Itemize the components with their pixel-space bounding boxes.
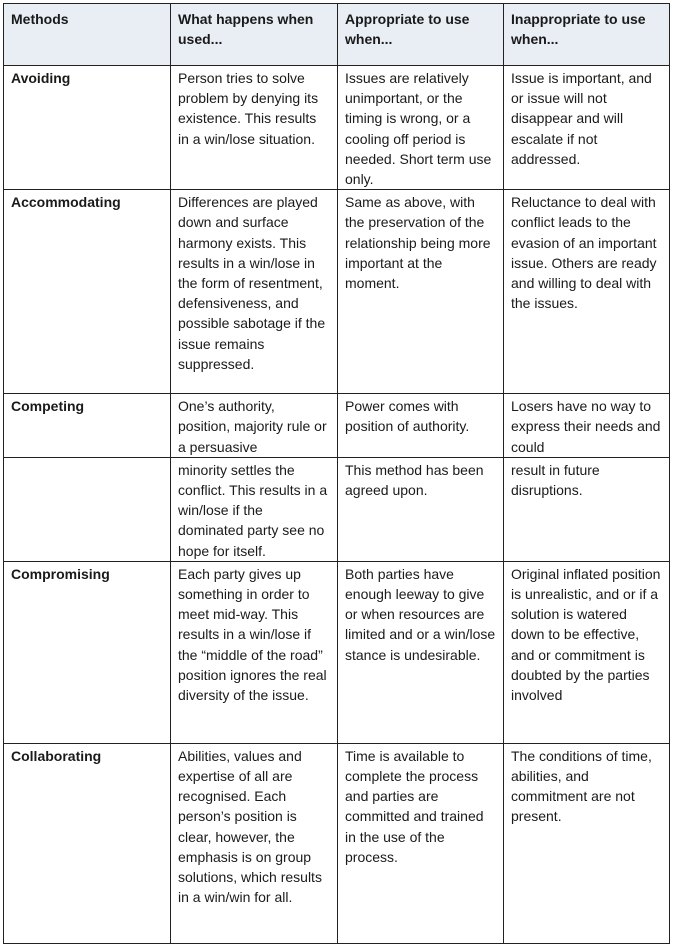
appropriate-cell: Time is available to complete the process and parties are committed and trained in the use of the process. <box>338 743 504 943</box>
appropriate-cell: Issues are relatively unimportant, or the timing is wrong, or a cooling off period is needed. Short term use only. <box>338 66 504 190</box>
method-cell: Collaborating <box>4 743 171 943</box>
inappropriate-cell: result in future disruptions. <box>504 457 670 561</box>
table-row-competing-continued <box>4 457 670 561</box>
header-appropriate: Appropriate to use when... <box>338 4 504 66</box>
table-row-accommodating <box>4 190 670 394</box>
what-cell: minority settles the conflict. This results in a win/lose if the dominated party see no hope for itself. <box>171 457 338 561</box>
conflict-methods-table-container <box>3 3 669 944</box>
inappropriate-cell: Losers have no way to express their needs and could <box>504 394 670 458</box>
appropriate-cell: This method has been agreed upon. <box>338 457 504 561</box>
what-cell: Differences are played down and surface harmony exists. This results in a win/lose in the form of resentment, defensiveness, and possible sabotage if the issue remains suppressed. <box>171 190 338 394</box>
appropriate-cell: Same as above, with the preservation of the relationship being more important at the moment. <box>338 190 504 394</box>
header-inappropriate: Inappropriate to use when... <box>504 4 670 66</box>
inappropriate-cell: The conditions of time, abilities, and commitment are not present. <box>504 743 670 943</box>
method-cell: Avoiding <box>4 66 171 190</box>
header-row <box>4 4 670 66</box>
method-cell: Competing <box>4 394 171 458</box>
header-what-happens: What happens when used... <box>171 4 338 66</box>
what-cell: Abilities, values and expertise of all are recognised. Each person’s position is clear, however, the emphasis is on group solutions, which results in a win/win for all. <box>171 743 338 943</box>
what-cell: Person tries to solve problem by denying its existence. This results in a win/lose situation. <box>171 66 338 190</box>
conflict-methods-table <box>3 3 670 944</box>
method-cell: Compromising <box>4 561 171 743</box>
inappropriate-cell: Reluctance to deal with conflict leads to the evasion of an important issue. Others are ready and willing to deal with the issues. <box>504 190 670 394</box>
table-row-compromising <box>4 561 670 743</box>
what-cell: Each party gives up something in order to meet mid-way. This results in a win/lose if the “middle of the road” position ignores the real diversity of the issue. <box>171 561 338 743</box>
appropriate-cell: Both parties have enough leeway to give or when resources are limited and or a win/lose stance is undesirable. <box>338 561 504 743</box>
table-row-collaborating <box>4 743 670 943</box>
what-cell: One’s authority, position, majority rule or a persuasive <box>171 394 338 458</box>
table-row-avoiding <box>4 66 670 190</box>
method-cell <box>4 457 171 561</box>
inappropriate-cell: Issue is important, and or issue will not disappear and will escalate if not addressed. <box>504 66 670 190</box>
table-row-competing <box>4 394 670 458</box>
method-cell: Accommodating <box>4 190 171 394</box>
inappropriate-cell: Original inflated position is unrealistic, and or if a solution is watered down to be effective, and or commitment is doubted by the parties involved <box>504 561 670 743</box>
header-methods: Methods <box>4 4 171 66</box>
appropriate-cell: Power comes with position of authority. <box>338 394 504 458</box>
